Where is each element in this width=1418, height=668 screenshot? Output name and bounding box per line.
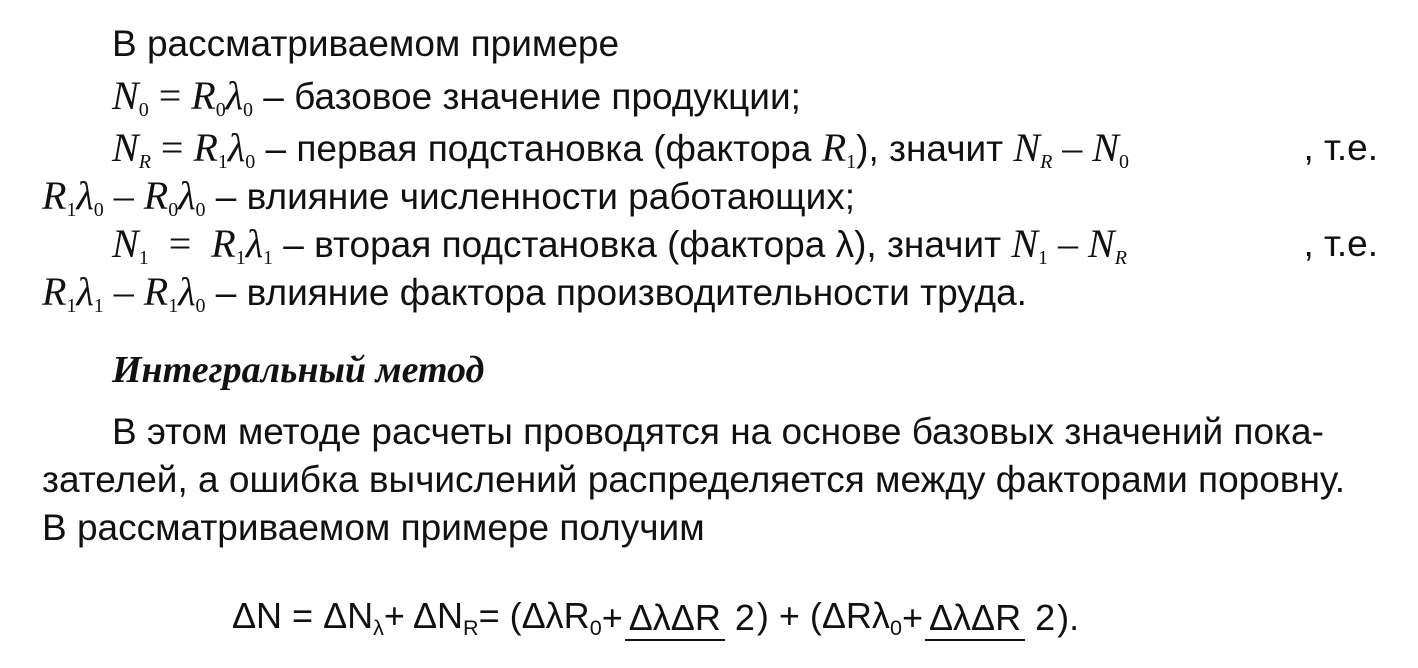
formula-line-first-substitution <box>112 126 1378 171</box>
fraction-2-numerator: ΔλΔR <box>925 597 1025 641</box>
influence-count-text: – влияние численности работающих; <box>205 176 856 217</box>
math-eq: = <box>148 221 212 266</box>
math-n1: $N_1$ <box>112 221 149 269</box>
formula-open-term: = (ΔλR0 <box>478 594 602 641</box>
te-text-2: , т.е. <box>1303 223 1378 264</box>
formula-lhs: ΔN = ΔNλ <box>232 594 384 641</box>
formula-fraction-2 <box>925 596 1055 641</box>
math-eq: = <box>148 73 192 118</box>
influence-productivity-text: – влияние фактора производительности труда. <box>205 272 1027 313</box>
math-n0: $N_0$ <box>112 73 149 121</box>
formula-fraction-1 <box>625 596 755 641</box>
math-nr: $N_R$ <box>112 125 151 173</box>
first-substitution-left <box>112 126 1129 171</box>
math-eq: = <box>150 125 194 170</box>
formula-plus-nr: + ΔNR <box>383 594 479 641</box>
formula-plus: + <box>601 597 623 638</box>
math-r1: $R_1$ <box>821 125 857 173</box>
math-r1l1-minus-r1l0: $R_1\lambda_1 - R_1\lambda_0$ <box>42 269 206 317</box>
second-substitution-text: – вторая подстановка (фактора λ), значит <box>273 224 1012 265</box>
first-substitution-text: – первая подстановка (фактора <box>255 128 822 169</box>
math-n1-minus-nr: $N_1 - N_R$ <box>1011 221 1127 269</box>
intro-line <box>112 22 619 66</box>
math-r1-lambda0: $R_1\lambda_0$ <box>193 125 256 173</box>
math-r1-lambda1: $R_1\lambda_1$ <box>211 221 274 269</box>
second-substitution-left <box>112 222 1127 267</box>
formula-close: ). <box>1057 597 1080 638</box>
formula-line-second-substitution <box>112 222 1378 267</box>
formula-line-base <box>112 74 801 119</box>
math-nr-minus-n0: $N_R - N_0$ <box>1013 125 1129 173</box>
formula-mid-term: ) + (ΔRλ0 <box>756 594 902 641</box>
base-value-text: – базовое значение продукции; <box>253 76 801 117</box>
paragraph2-line1: В этом методе расчеты проводятся на основе базовых значений пока- <box>112 411 1324 452</box>
fraction-2-denominator: 2 <box>1035 596 1056 638</box>
fraction-1-numerator: ΔλΔR <box>625 597 725 641</box>
math-r0-lambda0: $R_0\lambda_0$ <box>191 73 254 121</box>
formula-plus: + <box>901 597 923 638</box>
integral-formula <box>232 570 1079 666</box>
paragraph2-line3: В рассматриваемом примере получим <box>42 507 705 548</box>
section-heading: Интегральный метод <box>112 349 485 391</box>
paragraph2-line2: зателей, а ошибка вычислений распределяется между факторами поровну. <box>42 459 1345 500</box>
formula-line-influence-count <box>42 174 855 219</box>
intro-text: В рассматриваемом примере <box>112 23 620 64</box>
fraction-1-denominator: 2 <box>734 596 755 638</box>
te-text-1: , т.е. <box>1303 127 1378 168</box>
formula-line-influence-productivity <box>42 270 1027 315</box>
first-substitution-means: ), значит <box>856 128 1014 169</box>
math-r1l0-minus-r0l0: $R_1\lambda_0 - R_0\lambda_0$ <box>42 173 206 221</box>
